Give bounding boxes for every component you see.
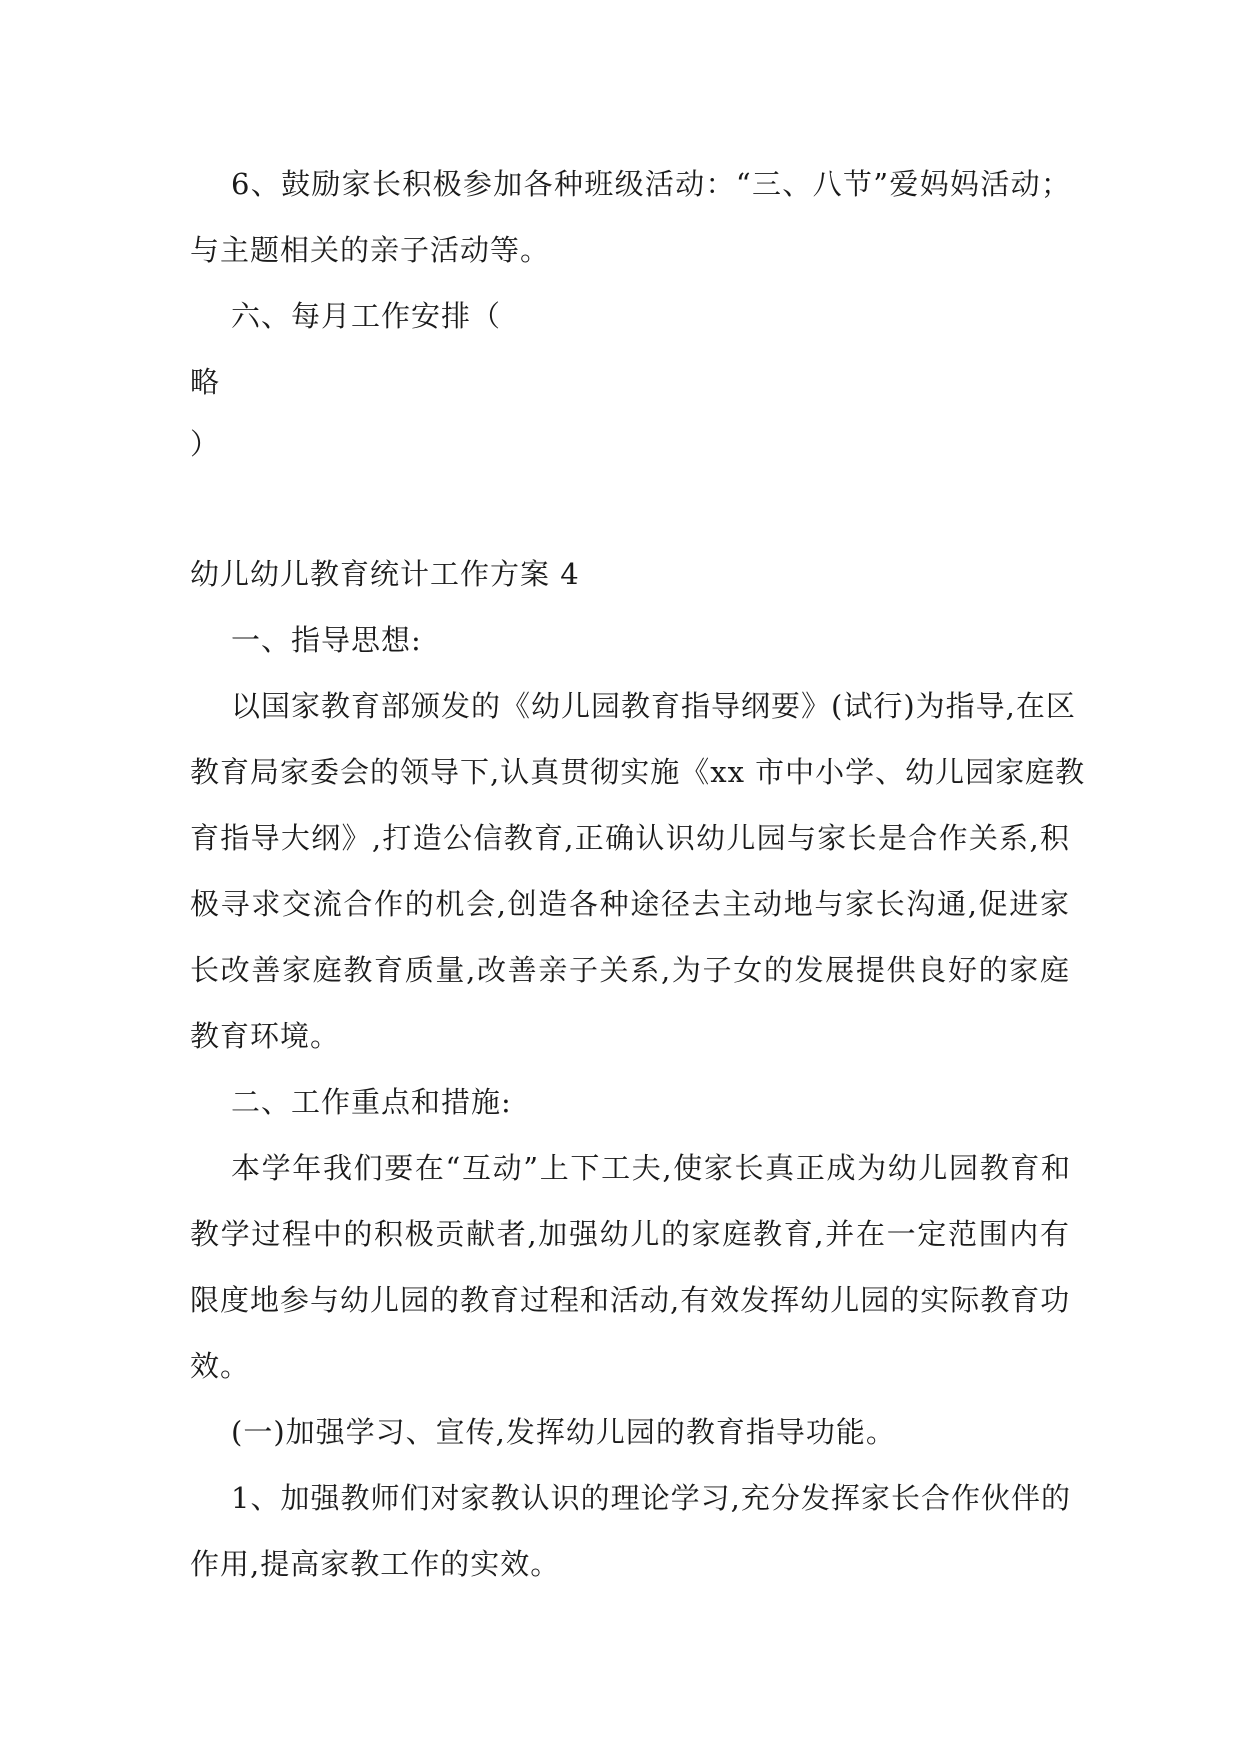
paragraph-line: 极寻求交流合作的机会,创造各种途径去主动地与家长沟通,促进家 <box>190 887 1070 921</box>
paragraph-line: 教学过程中的积极贡献者,加强幼儿的家庭教育,并在一定范围内有 <box>190 1217 1070 1251</box>
paragraph-line: ） <box>190 427 221 461</box>
paragraph-line: 本学年我们要在“互动”上下工夫,使家长真正成为幼儿园教育和 <box>231 1151 1071 1185</box>
paragraph-line: 长改善家庭教育质量,改善亲子关系,为子女的发展提供良好的家庭 <box>190 953 1070 987</box>
section-heading: 二、工作重点和措施: <box>231 1085 512 1119</box>
paragraph-line: 限度地参与幼儿园的教育过程和活动,有效发挥幼儿园的实际教育功 <box>190 1283 1071 1317</box>
paragraph-line: 以国家教育部颁发的《幼儿园教育指导纲要》(试行)为指导,在区 <box>231 689 1076 723</box>
paragraph-line: 作用,提高家教工作的实效。 <box>190 1547 561 1581</box>
paragraph-line: 1、加强教师们对家教认识的理论学习,充分发挥家长合作伙伴的 <box>231 1481 1071 1515</box>
paragraph-line: 6、鼓励家长积极参加各种班级活动：“三、八节”爱妈妈活动； <box>231 167 1071 201</box>
paragraph-line: 教育环境。 <box>190 1019 341 1053</box>
paragraph-line: 教育局家委会的领导下,认真贯彻实施《xx 市中小学、幼儿园家庭教 <box>190 755 1086 789</box>
paragraph-line: 效。 <box>190 1349 251 1383</box>
document-title: 幼儿幼儿教育统计工作方案 4 <box>190 557 580 591</box>
paragraph-line: 略 <box>190 365 221 399</box>
paragraph-line: 育指导大纲》,打造公信教育,正确认识幼儿园与家长是合作关系,积 <box>190 821 1070 855</box>
paragraph-line: 与主题相关的亲子活动等。 <box>190 233 551 267</box>
section-heading: 六、每月工作安排（ <box>231 299 502 333</box>
section-heading: 一、指导思想: <box>231 623 422 657</box>
subsection-heading: (一)加强学习、宣传,发挥幼儿园的教育指导功能。 <box>231 1415 896 1449</box>
